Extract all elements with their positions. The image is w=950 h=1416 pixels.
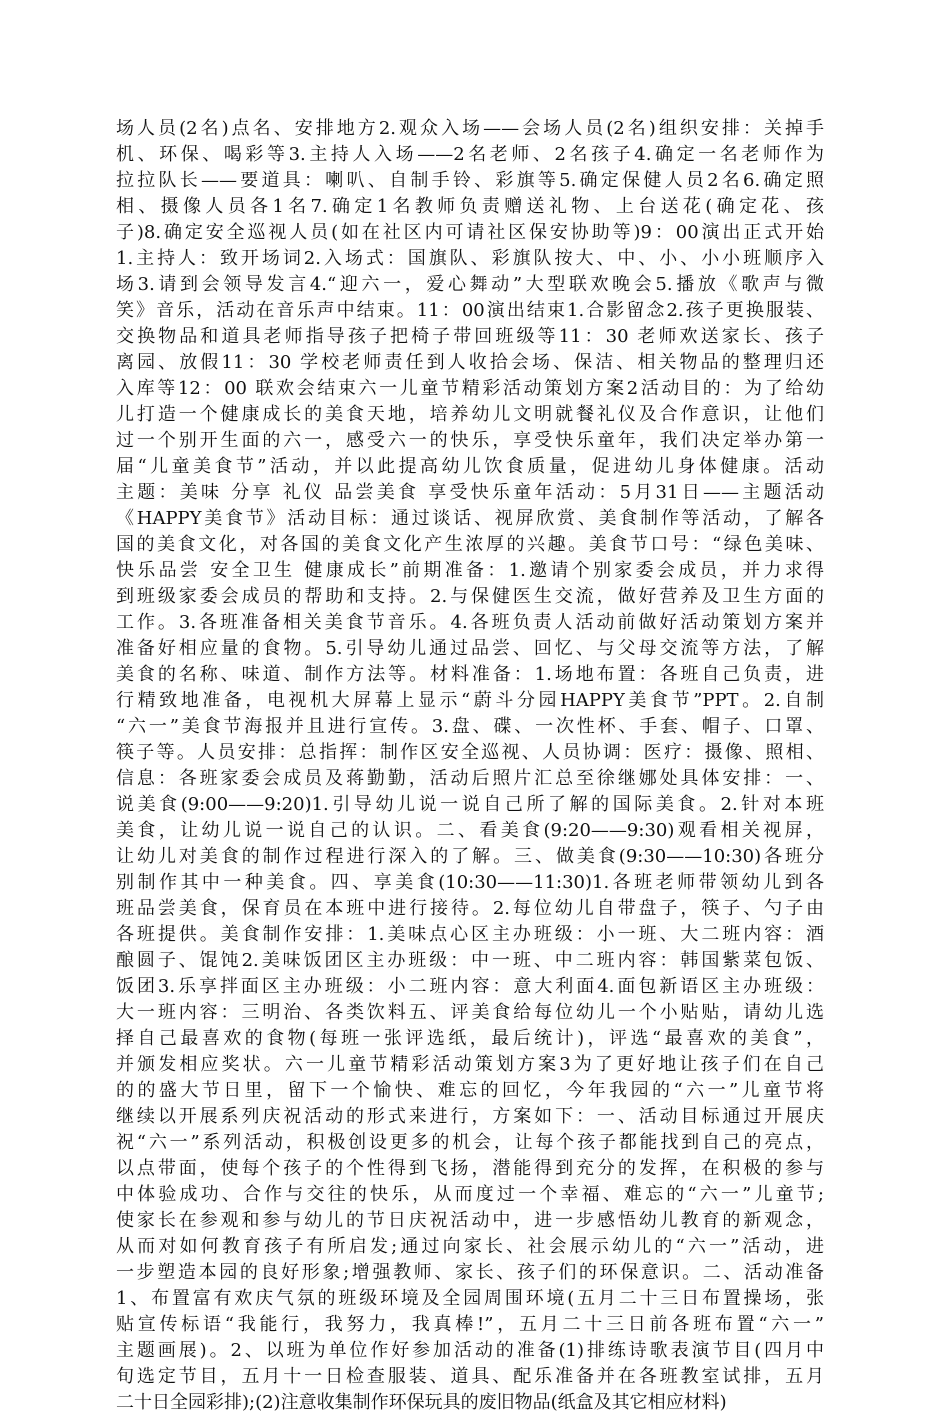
text-line: 继续以开展系列庆祝活动的形式来进行，方案如下：一、活动目标通过开展庆 bbox=[116, 1106, 824, 1127]
text-line: 主题：美味 分享 礼仪 品尝美食 享受快乐童年活动：5月31日——主题活动 bbox=[116, 482, 824, 503]
text-line: 一步塑造本园的良好形象;增强教师、家长、孩子们的环保意识。二、活动准备 bbox=[116, 1262, 824, 1283]
text-line: 从而对如何教育孩子有所启发;通过向家长、社会展示幼儿的“六一”活动，进 bbox=[116, 1236, 824, 1257]
text-line: 中体验成功、合作与交往的快乐，从而度过一个幸福、难忘的“六一”儿童节; bbox=[116, 1184, 824, 1205]
text-line: 1.主持人：致开场词2.入场式：国旗队、彩旗队按大、中、小、小小班顺序入 bbox=[116, 248, 824, 269]
text-line: 并颁发相应奖状。六一儿童节精彩活动策划方案3为了更好地让孩子们在自己 bbox=[116, 1054, 824, 1075]
text-line: 信息：各班家委会成员及蒋勤勤，活动后照片汇总至徐继娜处具体安排：一、 bbox=[116, 768, 824, 789]
text-line: 场3.请到会领导发言4.“迎六一，爱心舞动”大型联欢晚会5.播放《歌声与微 bbox=[116, 274, 824, 295]
text-line: 大一班内容：三明治、各类饮料五、评美食给每位幼儿一个小贴贴，请幼儿选 bbox=[116, 1002, 824, 1023]
text-line: 使家长在参观和参与幼儿的节日庆祝活动中，进一步感悟幼儿教育的新观念， bbox=[116, 1210, 824, 1231]
text-line: 择自己最喜欢的食物(每班一张评选纸，最后统计)，评选“最喜欢的美食”， bbox=[116, 1028, 824, 1049]
text-line: 快乐品尝 安全卫生 健康成长”前期准备：1.邀请个别家委会成员，并力求得 bbox=[116, 560, 824, 581]
text-line: 入库等12：00 联欢会结束六一儿童节精彩活动策划方案2活动目的：为了给幼 bbox=[116, 378, 824, 399]
text-line: 贴宣传标语“我能行，我努力，我真棒!”，五月二十三日前各班布置“六一” bbox=[116, 1314, 824, 1335]
text-line: 国的美食文化，对各国的美食文化产生浓厚的兴趣。美食节口号：“绿色美味、 bbox=[116, 534, 824, 555]
text-line: 届“儿童美食节”活动，并以此提高幼儿饮食质量，促进幼儿身体健康。活动 bbox=[116, 456, 824, 477]
text-line: 离园、放假11：30 学校老师责任到人收拾会场、保洁、相关物品的整理归还 bbox=[116, 352, 824, 373]
document-body-text bbox=[116, 116, 824, 1416]
text-line: 笑》音乐，活动在音乐声中结束。11：00演出结束1.合影留念2.孩子更换服装、 bbox=[116, 300, 824, 321]
text-line: 美食，让幼儿说一说自己的认识。二、看美食(9:20——9:30)观看相关视屏， bbox=[116, 820, 824, 841]
text-line: 让幼儿对美食的制作过程进行深入的了解。三、做美食(9:30——10:30)各班分 bbox=[116, 846, 824, 867]
text-line: 儿打造一个健康成长的美食天地，培养幼儿文明就餐礼仪及合作意识，让他们 bbox=[116, 404, 824, 425]
text-line: 以点带面，使每个孩子的个性得到飞扬，潜能得到充分的发挥，在积极的参与 bbox=[116, 1158, 824, 1179]
text-line: 过一个别开生面的六一，感受六一的快乐，享受快乐童年，我们决定举办第一 bbox=[116, 430, 824, 451]
text-line: 别制作其中一种美食。四、享美食(10:30——11:30)1.各班老师带领幼儿到各 bbox=[116, 872, 824, 893]
text-line: 准备好相应量的食物。5.引导幼儿通过品尝、回忆、与父母交流等方法，了解 bbox=[116, 638, 824, 659]
text-line: 各班提供。美食制作安排：1.美味点心区主办班级：小一班、大二班内容：酒 bbox=[116, 924, 824, 945]
text-line: 交换物品和道具老师指导孩子把椅子带回班级等11：30 老师欢送家长、孩子 bbox=[116, 326, 824, 347]
text-line: 说美食(9:00——9:20)1.引导幼儿说一说自己所了解的国际美食。2.针对本班 bbox=[116, 794, 824, 815]
text-line: 行精致地准备，电视机大屏幕上显示“蔚斗分园HAPPY美食节”PPT。2.自制 bbox=[116, 690, 824, 711]
text-line: 1、布置富有欢庆气氛的班级环境及全园周围环境(五月二十三日布置操场，张 bbox=[116, 1288, 824, 1309]
text-line: 旬选定节目，五月十一日检查服装、道具、配乐准备并在各班教室试排，五月 bbox=[116, 1366, 824, 1387]
text-line: 班品尝美食，保育员在本班中进行接待。2.每位幼儿自带盘子，筷子、勺子由 bbox=[116, 898, 824, 919]
text-line: 拉拉队长——要道具：喇叭、自制手铃、彩旗等5.确定保健人员2名6.确定照 bbox=[116, 170, 824, 191]
text-line: 主题画展)。2、以班为单位作好参加活动的准备(1)排练诗歌表演节目(四月中 bbox=[116, 1340, 824, 1361]
text-line: 到班级家委会成员的帮助和支持。2.与保健医生交流，做好营养及卫生方面的 bbox=[116, 586, 824, 607]
text-line: 饭团3.乐享拌面区主办班级：小二班内容：意大利面4.面包新语区主办班级： bbox=[116, 976, 824, 997]
text-line: 酿圆子、馄饨2.美味饭团区主办班级：中一班、中二班内容：韩国紫菜包饭、 bbox=[116, 950, 824, 971]
text-line: 《HAPPY美食节》活动目标：通过谈话、视屏欣赏、美食制作等活动，了解各 bbox=[116, 508, 824, 529]
text-line: 机、环保、喝彩等3.主持人入场——2名老师、2名孩子4.确定一名老师作为 bbox=[116, 144, 824, 165]
text-line: 相、摄像人员各1名7.确定1名教师负责赠送礼物、上台送花(确定花、孩 bbox=[116, 196, 824, 217]
text-line: 美食的名称、味道、制作方法等。材料准备：1.场地布置：各班自己负责，进 bbox=[116, 664, 824, 685]
text-line: 的的盛大节日里，留下一个愉快、难忘的回忆，今年我园的“六一”儿童节将 bbox=[116, 1080, 824, 1101]
text-line: 祝“六一”系列活动，积极创设更多的机会，让每个孩子都能找到自己的亮点， bbox=[116, 1132, 824, 1153]
text-line: 筷子等。人员安排：总指挥：制作区安全巡视、人员协调：医疗：摄像、照相、 bbox=[116, 742, 824, 763]
text-line: 二十日全园彩排);(2)注意收集制作环保玩具的废旧物品(纸盒及其它相应材料) bbox=[116, 1392, 727, 1413]
text-line: 子)8.确定安全巡视人员(如在社区内可请社区保安协助等)9：00演出正式开始 bbox=[116, 222, 824, 243]
text-line: “六一”美食节海报并且进行宣传。3.盘、碟、一次性杯、手套、帽子、口罩、 bbox=[116, 716, 824, 737]
text-line: 工作。3.各班准备相关美食节音乐。4.各班负责人活动前做好活动策划方案并 bbox=[116, 612, 824, 633]
text-line: 场人员(2名)点名、安排地方2.观众入场——会场人员(2名)组织安排：关掉手 bbox=[116, 118, 824, 139]
